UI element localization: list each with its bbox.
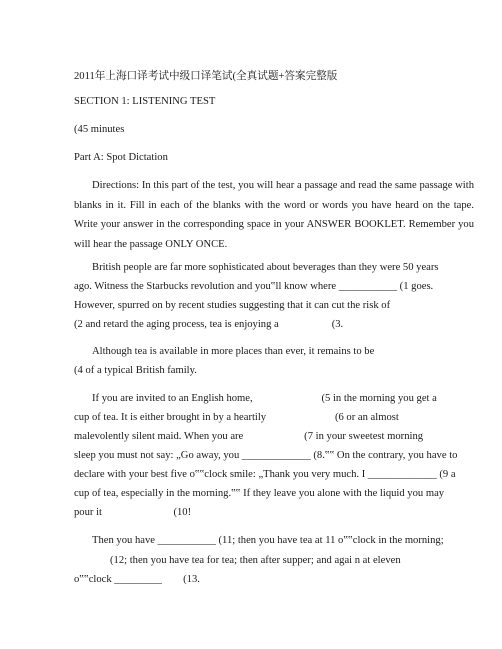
passage-line: ago. Witness the Starbucks revolution and you‟ll know where ___________ (1 goes. [74, 281, 434, 292]
document-title: 2011年上海口译考试中级口译笔试(全真试题+答案完整版 [74, 71, 338, 82]
passage-line: (12; then you have tea for tea; then after supper; and agai n at eleven [110, 555, 401, 566]
passage-line: o‟‟clock _________ (13. [74, 574, 200, 585]
duration-text: (45 minutes [74, 124, 125, 135]
passage-line: British people are far more sophisticated about beverages than they were 50 years [92, 262, 439, 273]
passage-line: sleep you must not say: „Go away, you _____________ (8.‟‟ On the contrary, you have to [74, 450, 458, 461]
passage-line: (4 of a typical British family. [74, 365, 197, 376]
part-heading: Part A: Spot Dictation [74, 152, 168, 163]
directions-paragraph: Directions: In this part of the test, you will hear a passage and read the same passage with blanks in it. Fill in each of the blanks with the word or words you have heard on the tape. Write your answer in the corresponding space in your ANSWER BOOKLET. Remember you will hear the passage ONLY ONCE. [74, 180, 474, 250]
passage-line: If you are invited to an English home, (5 in the morning you get a [92, 393, 437, 404]
passage-line: However, spurred on by recent studies suggesting that it can cut the risk of [74, 300, 391, 311]
passage-line: (2 and retard the aging process, tea is enjoying a (3. [74, 319, 344, 330]
section-heading: SECTION 1: LISTENING TEST [74, 96, 216, 107]
passage-line: Then you have ___________ (11; then you have tea at 11 o‟‟clock in the morning; [92, 535, 444, 546]
passage-line: declare with your best five o‟‟clock smile: „Thank you very much. I _____________ (9 a [74, 469, 456, 480]
passage-line: cup of tea. It is either brought in by a heartily (6 or an almost [74, 412, 399, 423]
passage-line: Although tea is available in more places than ever, it remains to be [92, 346, 375, 357]
passage-line: pour it (10! [74, 507, 192, 518]
passage-line: malevolently silent maid. When you are (7 in your sweetest morning [74, 431, 424, 442]
passage-line: cup of tea, especially in the morning.‟‟ If they leave you alone with the liquid you may [74, 488, 445, 499]
